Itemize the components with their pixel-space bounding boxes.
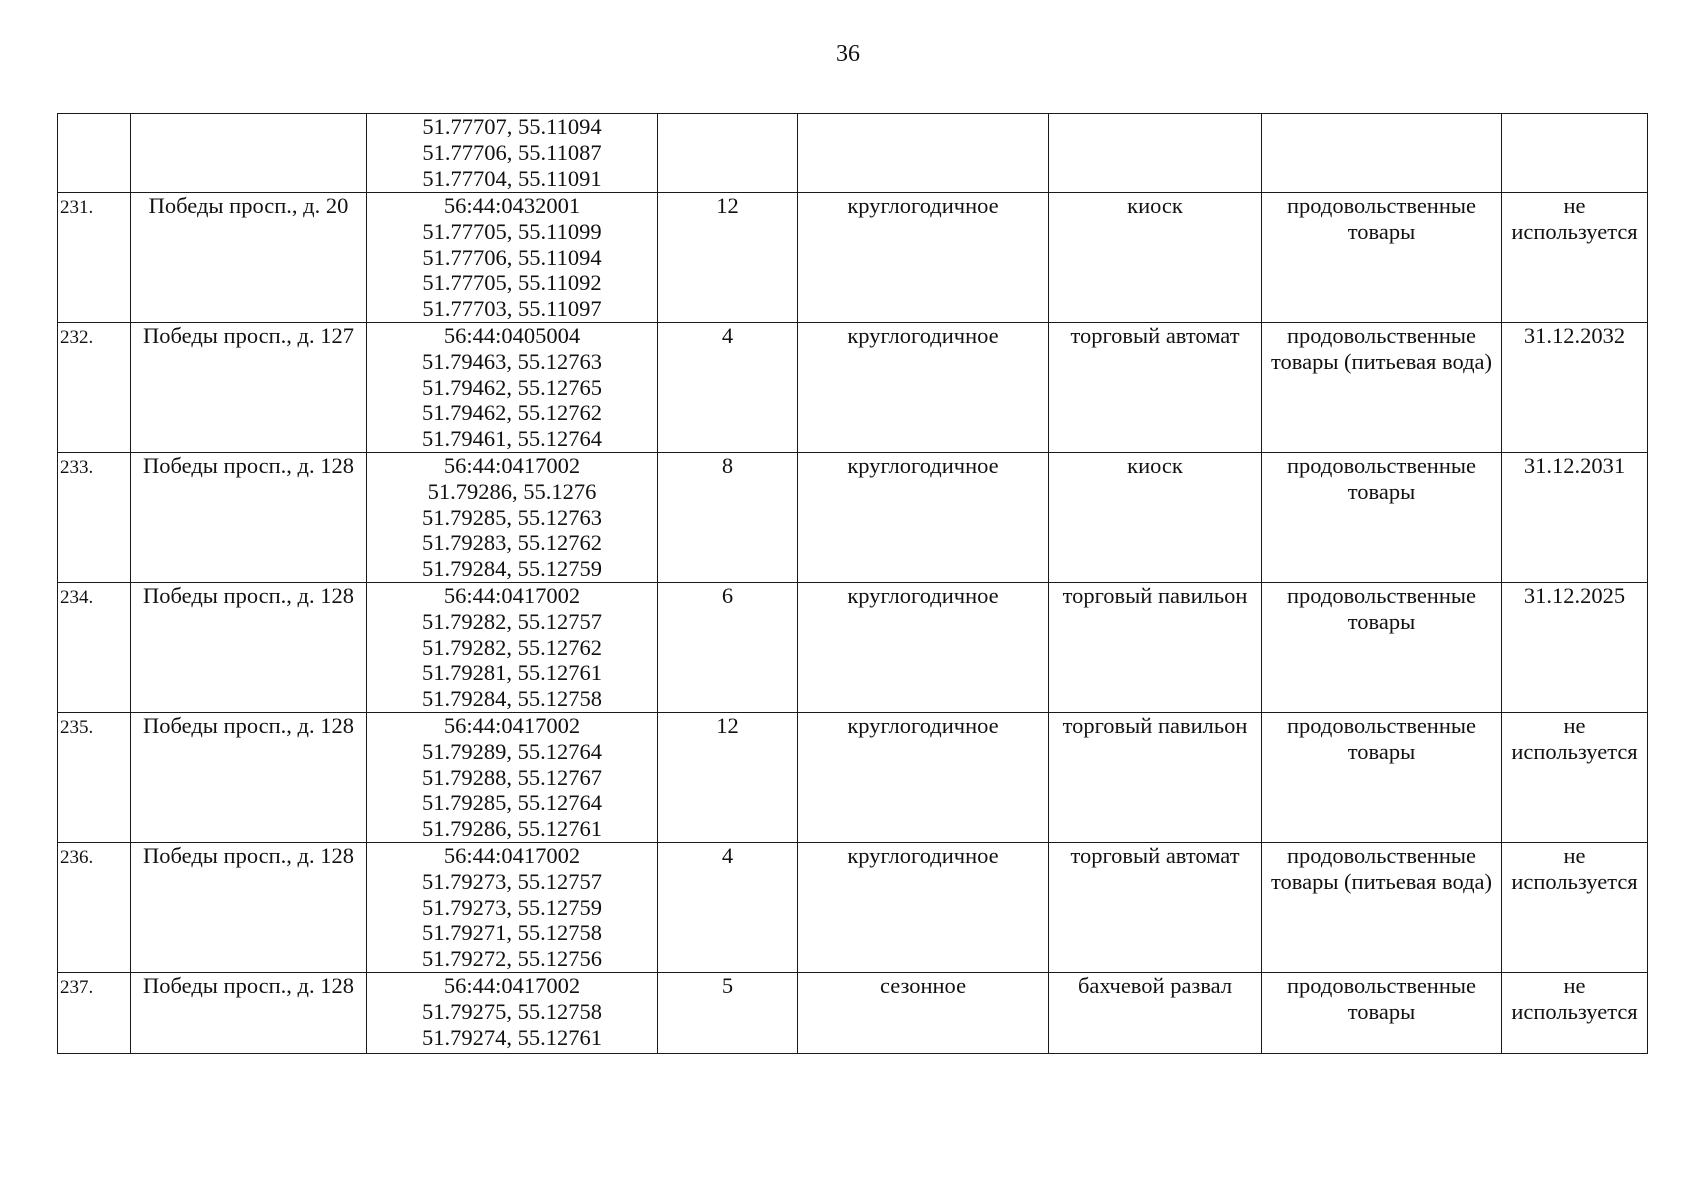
cell-specialization: продовольственные товары — [1262, 712, 1502, 842]
cell-period — [798, 114, 1049, 193]
cell-object-type: торговый павильон — [1049, 712, 1262, 842]
cell-area: 4 — [658, 322, 798, 452]
cell-end-date: 31.12.2032 — [1502, 322, 1648, 452]
cell-address: Победы просп., д. 20 — [131, 193, 367, 323]
cell-area: 12 — [658, 193, 798, 323]
coordinate-line: 51.77705, 55.11099 — [422, 218, 602, 244]
page-number: 36 — [836, 41, 860, 67]
cell-coordinates — [367, 582, 658, 712]
cell-area: 12 — [658, 712, 798, 842]
cell-specialization: продовольственные товары — [1262, 452, 1502, 582]
cell-coordinates — [367, 193, 658, 323]
coordinate-line: 51.79273, 55.12757 — [422, 868, 602, 894]
coordinate-line: 51.79275, 55.12758 — [422, 998, 602, 1024]
cell-period: круглогодичное — [798, 322, 1049, 452]
cell-specialization: продовольственные товары (питьевая вода) — [1262, 842, 1502, 972]
coordinate-line: 51.79461, 55.12764 — [422, 426, 602, 452]
cell-specialization: продовольственные товары — [1262, 972, 1502, 1053]
cell-period: сезонное — [798, 972, 1049, 1053]
cell-object-type: киоск — [1049, 452, 1262, 582]
cell-end-date — [1502, 114, 1648, 193]
coordinate-line: 51.79284, 55.12759 — [422, 556, 602, 582]
table-row — [58, 842, 1648, 972]
coordinate-line: 51.79462, 55.12765 — [422, 374, 602, 400]
coordinate-line: 51.77705, 55.11092 — [422, 270, 602, 296]
coordinate-line: 51.79271, 55.12758 — [422, 920, 602, 946]
cell-object-type: бахчевой развал — [1049, 972, 1262, 1053]
cell-object-type: торговый автомат — [1049, 842, 1262, 972]
cell-specialization — [1262, 114, 1502, 193]
cell-specialization: продовольственные товары (питьевая вода) — [1262, 322, 1502, 452]
cell-number: 234. — [58, 582, 131, 712]
cell-period: круглогодичное — [798, 452, 1049, 582]
table-row — [58, 452, 1648, 582]
cell-address: Победы просп., д. 127 — [131, 322, 367, 452]
coordinate-line: 51.77704, 55.11091 — [422, 165, 602, 191]
coordinate-line: 51.79282, 55.12757 — [422, 608, 602, 634]
table-row — [58, 972, 1648, 1053]
table-row — [58, 193, 1648, 323]
coordinate-line: 51.79288, 55.12767 — [422, 764, 602, 790]
coordinate-line: 51.79286, 55.1276 — [427, 478, 597, 504]
coordinate-line: 51.79281, 55.12761 — [422, 660, 602, 686]
cell-address: Победы просп., д. 128 — [131, 972, 367, 1053]
table-row — [58, 322, 1648, 452]
coordinate-line: 51.79273, 55.12759 — [422, 894, 602, 920]
cadastral-block: 56:44:0417002 — [443, 842, 581, 868]
coordinate-line: 51.79274, 55.12761 — [422, 1024, 602, 1050]
coordinate-line: 51.79283, 55.12762 — [422, 530, 602, 556]
coordinate-line: 51.77707, 55.11094 — [422, 114, 602, 139]
table-row — [58, 582, 1648, 712]
cell-coordinates — [367, 114, 658, 193]
coordinate-line: 51.79272, 55.12756 — [422, 946, 602, 972]
coordinate-line: 51.77706, 55.11087 — [422, 139, 602, 165]
coordinate-line: 51.79289, 55.12764 — [422, 738, 602, 764]
cell-end-date: не используется — [1502, 193, 1648, 323]
coordinate-line: 51.79282, 55.12762 — [422, 634, 602, 660]
cell-period: круглогодичное — [798, 193, 1049, 323]
cell-end-date: не используется — [1502, 712, 1648, 842]
cell-area: 6 — [658, 582, 798, 712]
cadastral-block: 56:44:0405004 — [443, 322, 581, 348]
cell-object-type — [1049, 114, 1262, 193]
coordinate-line: 51.79285, 55.12763 — [422, 504, 602, 530]
cell-end-date: 31.12.2025 — [1502, 582, 1648, 712]
cell-specialization: продовольственные товары — [1262, 582, 1502, 712]
cell-area — [658, 114, 798, 193]
cell-number: 231. — [58, 193, 131, 323]
table-row — [58, 712, 1648, 842]
cadastral-block: 56:44:0432001 — [443, 193, 581, 218]
cell-coordinates — [367, 712, 658, 842]
coordinate-line: 51.77706, 55.11094 — [422, 244, 602, 270]
cell-number: 235. — [58, 712, 131, 842]
cell-period: круглогодичное — [798, 842, 1049, 972]
cell-end-date: не используется — [1502, 972, 1648, 1053]
cadastral-block: 56:44:0417002 — [443, 582, 581, 608]
placement-table — [57, 113, 1648, 1054]
cell-area: 5 — [658, 972, 798, 1053]
cell-object-type: киоск — [1049, 193, 1262, 323]
cadastral-block: 56:44:0417002 — [443, 712, 581, 738]
cell-number — [58, 114, 131, 193]
cell-end-date: не используется — [1502, 842, 1648, 972]
cell-coordinates — [367, 322, 658, 452]
coordinate-line: 51.77703, 55.11097 — [422, 296, 602, 322]
coordinate-line: 51.79463, 55.12763 — [422, 348, 602, 374]
cadastral-block: 56:44:0417002 — [443, 972, 581, 998]
cell-address: Победы просп., д. 128 — [131, 452, 367, 582]
cell-coordinates — [367, 842, 658, 972]
cell-end-date: 31.12.2031 — [1502, 452, 1648, 582]
cell-address: Победы просп., д. 128 — [131, 712, 367, 842]
coordinate-line: 51.79284, 55.12758 — [422, 686, 602, 712]
cadastral-block: 56:44:0417002 — [443, 452, 581, 478]
cell-number: 237. — [58, 972, 131, 1053]
cell-object-type: торговый павильон — [1049, 582, 1262, 712]
cell-object-type: торговый автомат — [1049, 322, 1262, 452]
cell-number: 232. — [58, 322, 131, 452]
cell-coordinates — [367, 452, 658, 582]
cell-period: круглогодичное — [798, 582, 1049, 712]
coordinate-line: 51.79285, 55.12764 — [422, 790, 602, 816]
cell-specialization: продовольственные товары — [1262, 193, 1502, 323]
cell-coordinates — [367, 972, 658, 1053]
cell-area: 4 — [658, 842, 798, 972]
cell-number: 236. — [58, 842, 131, 972]
coordinate-line: 51.79286, 55.12761 — [422, 816, 602, 842]
cell-number: 233. — [58, 452, 131, 582]
cell-address: Победы просп., д. 128 — [131, 842, 367, 972]
cell-period: круглогодичное — [798, 712, 1049, 842]
cell-area: 8 — [658, 452, 798, 582]
cell-address: Победы просп., д. 128 — [131, 582, 367, 712]
table-row-continued — [58, 114, 1648, 193]
cell-address — [131, 114, 367, 193]
coordinate-line: 51.79462, 55.12762 — [422, 400, 602, 426]
